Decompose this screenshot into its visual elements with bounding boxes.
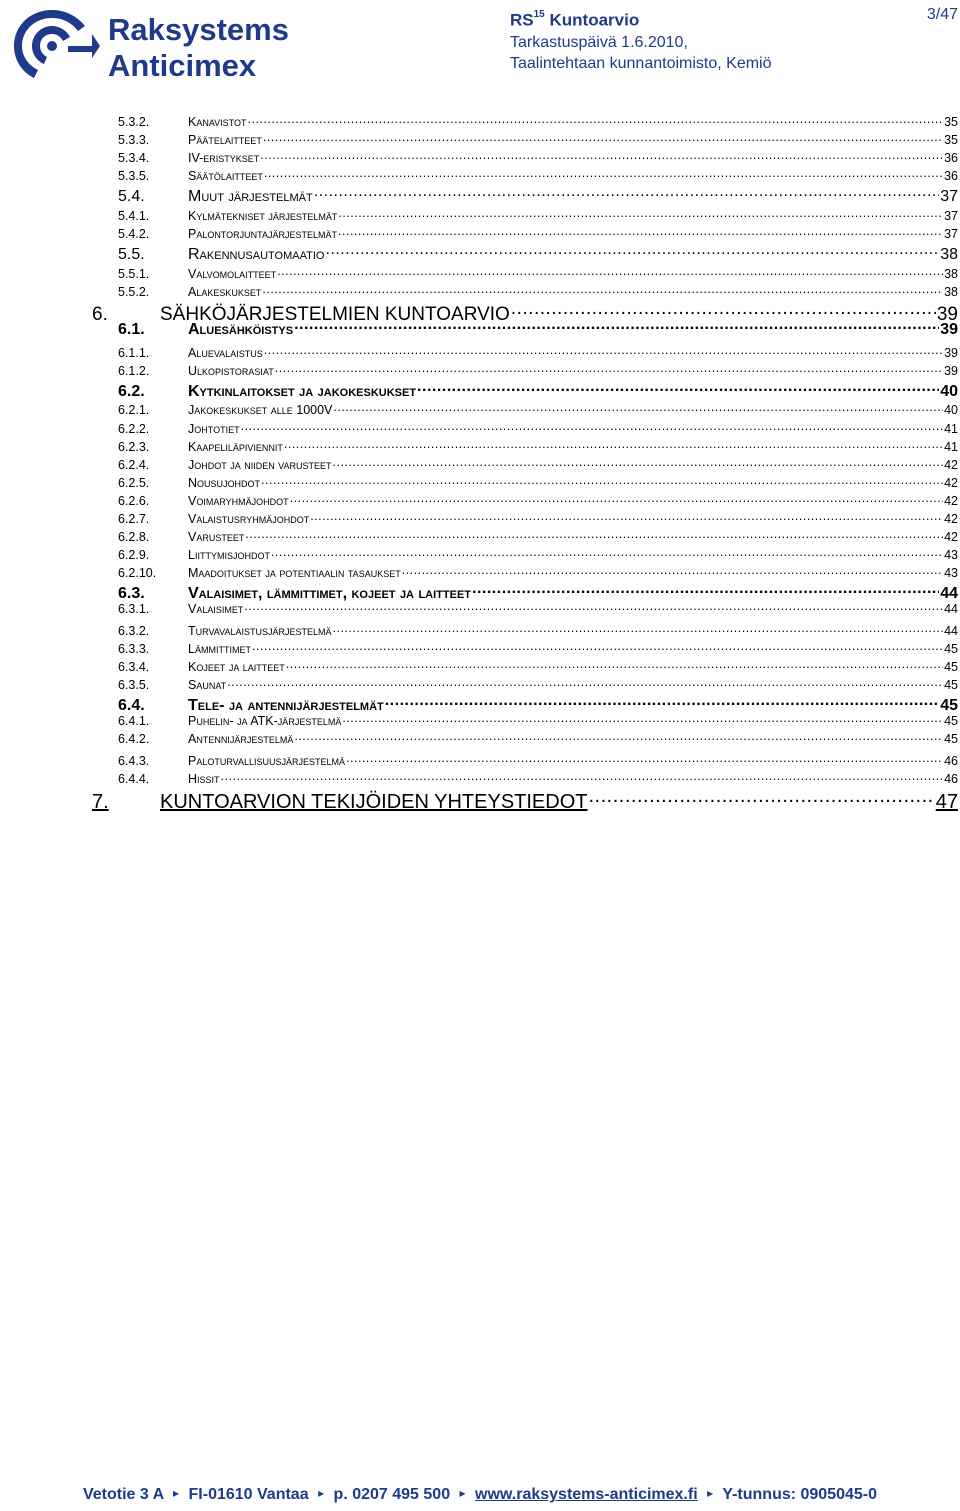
toc-entry-title: Kytkinlaitokset ja jakokeskukset (188, 383, 417, 400)
toc-entry-number: 6.4. (118, 697, 145, 714)
toc-entry[interactable] (118, 564, 958, 580)
toc-entry-title: Valaisimet (188, 601, 244, 616)
toc-entry[interactable] (118, 492, 958, 508)
toc-entry-title: Johdot ja niiden varusteet (188, 457, 332, 472)
toc-entry-page: 44 (940, 585, 958, 602)
toc-entry[interactable] (118, 283, 958, 299)
bullet-icon: ▸ (707, 1486, 714, 1500)
toc-entry-title: Kaapeliläpiviennit (188, 439, 283, 454)
toc-entry-title: Valaisimet, lämmittimet, kojeet ja laitteet (188, 585, 472, 602)
toc-entry-page: 41 (944, 439, 958, 454)
toc-entry-page: 42 (944, 457, 958, 472)
toc-entry-title: IV-eristykset (188, 150, 260, 165)
toc-entry-number: 5.4. (118, 188, 145, 205)
toc-entry-number: 6.2.6. (118, 493, 150, 508)
toc-entry[interactable] (118, 510, 958, 526)
toc-dot-leader (333, 456, 944, 469)
toc-entry-page: 45 (944, 641, 958, 656)
toc-entry-page: 42 (944, 511, 958, 526)
bullet-icon: ▸ (318, 1486, 325, 1500)
toc-dot-leader (402, 564, 943, 577)
toc-entry-number: 6.3.3. (118, 641, 150, 656)
toc-entry-title: Kylmätekniset järjestelmät (188, 208, 338, 223)
toc-entry-number: 6.3.2. (118, 623, 150, 638)
toc-entry-page: 37 (944, 208, 958, 223)
toc-entry-page: 38 (944, 266, 958, 281)
toc-entry-number: 5.3.2. (118, 114, 150, 129)
toc-entry[interactable] (118, 265, 958, 281)
toc-entry-number: 6.2.5. (118, 475, 150, 490)
bullet-icon: ▸ (173, 1486, 180, 1500)
toc-dot-leader (338, 225, 943, 238)
toc-entry[interactable] (118, 380, 958, 401)
document-header (510, 6, 960, 74)
toc-entry-number: 6.2.2. (118, 421, 150, 436)
toc-entry[interactable] (118, 600, 958, 616)
toc-entry-number: 6.2.10. (118, 565, 157, 580)
toc-dot-leader (221, 770, 944, 783)
toc-entry[interactable] (118, 640, 958, 656)
toc-entry-page: 46 (944, 771, 958, 786)
toc-entry-number: 5.3.5. (118, 168, 150, 183)
toc-dot-leader (310, 510, 943, 523)
toc-entry-page: 41 (944, 421, 958, 436)
toc-entry-title: Saunat (188, 677, 227, 692)
toc-entry[interactable] (118, 225, 958, 241)
toc-entry-number: 5.3.3. (118, 132, 150, 147)
toc-entry-page: 45 (940, 697, 958, 714)
toc-entry-title: Säätölaitteet (188, 168, 263, 183)
toc-entry-title: Kojeet ja laitteet (188, 659, 285, 674)
toc-entry[interactable] (118, 318, 958, 339)
logo-line2: Anticimex (108, 48, 257, 82)
footer-business-id: Y-tunnus: 0905045-0 (722, 1486, 878, 1503)
toc-dot-leader (241, 420, 944, 433)
toc-entry-number: 6.2.7. (118, 511, 150, 526)
toc-entry-number: 6.2.3. (118, 439, 150, 454)
toc-entry-number: 6. (92, 304, 108, 325)
toc-dot-leader (252, 640, 943, 653)
toc-entry-title: Liittymisjohdot (188, 547, 270, 562)
toc-dot-leader (290, 492, 943, 505)
toc-dot-leader (286, 658, 943, 671)
toc-entry[interactable] (118, 676, 958, 692)
toc-entry-title: Muut järjestelmät (188, 188, 313, 205)
toc-entry-number: 6.1. (118, 321, 145, 338)
logo-graphic (8, 4, 308, 82)
toc-dot-leader (314, 185, 939, 201)
toc-entry[interactable] (118, 113, 958, 129)
toc-entry[interactable] (118, 546, 958, 562)
toc-dot-leader (385, 694, 939, 710)
toc-entry-number: 5.3.4. (118, 150, 150, 165)
toc-entry[interactable] (118, 420, 958, 436)
toc-dot-leader (338, 207, 943, 220)
toc-dot-leader (417, 380, 939, 396)
toc-dot-leader (333, 622, 944, 635)
toc-dot-leader (284, 438, 943, 451)
toc-entry-page: 37 (940, 188, 958, 205)
toc-entry-title: Päätelaitteet (188, 132, 262, 147)
toc-dot-leader (325, 243, 939, 259)
toc-entry-title: Turvavalaistusjärjestelmä (188, 623, 332, 638)
bullet-icon: ▸ (459, 1486, 466, 1500)
toc-entry-number: 5.5.2. (118, 284, 150, 299)
footer-website-link[interactable]: www.raksystems-anticimex.fi (475, 1486, 698, 1503)
toc-entry-number: 5.5.1. (118, 266, 150, 281)
toc-entry-page: 45 (944, 659, 958, 674)
toc-entry-number: 6.4.2. (118, 731, 150, 746)
toc-entry-title: Valvomolaitteet (188, 266, 277, 281)
toc-dot-leader (346, 752, 943, 765)
toc-dot-leader (275, 362, 943, 375)
toc-dot-leader (262, 283, 943, 296)
toc-dot-leader (294, 730, 943, 743)
toc-entry-page: 42 (944, 475, 958, 490)
toc-entry-number: 6.3.5. (118, 677, 150, 692)
toc-entry-page: 45 (944, 731, 958, 746)
page-number: 3/47 (926, 6, 958, 23)
toc-entry-page: 40 (940, 383, 958, 400)
toc-entry-number: 6.2.8. (118, 529, 150, 544)
report-title: RS$^{15}$ Kuntoarvio (510, 9, 640, 30)
footer-postal: FI-01610 Vantaa (188, 1486, 309, 1503)
toc-entry[interactable] (118, 770, 958, 786)
toc-entry-page: 36 (944, 168, 958, 183)
toc-entry-page: 38 (940, 246, 958, 263)
toc-entry[interactable] (118, 528, 958, 544)
toc-dot-leader (342, 712, 943, 725)
toc-entry-title: Aluesähköistys (188, 321, 294, 338)
toc-entry-page: 37 (944, 226, 958, 241)
toc-entry-number: 6.4.3. (118, 753, 150, 768)
toc-entry-title: Antennijärjestelmä (188, 731, 294, 746)
toc-entry-number: 6.2. (118, 383, 145, 400)
toc-entry[interactable] (118, 474, 958, 490)
toc-entry-title: Maadoitukset ja potentiaalin tasaukset (188, 565, 401, 580)
toc-entry-page: 45 (944, 677, 958, 692)
toc-entry-page: 44 (944, 601, 958, 616)
toc-entry[interactable] (118, 131, 958, 147)
toc-entry-page: 45 (944, 713, 958, 728)
toc-entry-page: 46 (944, 753, 958, 768)
toc-entry-page: 38 (944, 284, 958, 299)
toc-entry-number: 6.3.4. (118, 659, 150, 674)
toc-entry-number: 5.4.2. (118, 226, 150, 241)
toc-entry-page: 42 (944, 493, 958, 508)
toc-entry-page: 39 (944, 345, 958, 360)
toc-entry[interactable] (118, 185, 958, 206)
toc-dot-leader (271, 546, 943, 559)
toc-entry-page: 44 (944, 623, 958, 638)
toc-entry-number: 6.4.4. (118, 771, 150, 786)
toc-entry-number: 5.4.1. (118, 208, 150, 223)
toc-entry-title: Kanavistot (188, 114, 247, 129)
toc-entry-number: 6.1.1. (118, 345, 150, 360)
toc-entry-title: Lämmittimet (188, 641, 251, 656)
toc-entry[interactable] (92, 788, 958, 814)
toc-entry-page: 39 (936, 304, 958, 325)
company-logo (8, 4, 308, 82)
toc-entry-title: Alakeskukset (188, 284, 262, 299)
toc-entry[interactable] (118, 438, 958, 454)
toc-entry[interactable] (118, 401, 958, 417)
toc-entry-number: 6.2.9. (118, 547, 150, 562)
footer-address: Vetotie 3 A (82, 1486, 164, 1503)
toc-dot-leader (277, 265, 943, 278)
toc-entry-page: 39 (944, 363, 958, 378)
toc-entry-number: 5.5. (118, 246, 145, 263)
toc-entry-title: Ulkopistorasiat (188, 363, 274, 378)
toc-entry-page: 43 (944, 565, 958, 580)
toc-entry-title: Varusteet (188, 529, 245, 544)
toc-entry-title: Johtotiet (188, 421, 240, 436)
toc-dot-leader (264, 167, 943, 180)
toc-entry-title: Nousujohdot (188, 475, 261, 490)
toc-dot-leader (260, 149, 943, 162)
inspection-location: Taalintehtaan kunnantoimisto, Kemiö (510, 54, 772, 72)
toc-dot-leader (263, 131, 943, 144)
toc-entry-title: Paloturvallisuusjärjestelmä (188, 753, 346, 768)
toc-entry-number: 6.3.1. (118, 601, 150, 616)
toc-entry-number: 6.2.4. (118, 457, 150, 472)
toc-entry-number: 6.2.1. (118, 402, 150, 417)
toc-entry-title: Palontorjuntajärjestelmät (188, 226, 338, 241)
toc-entry[interactable] (118, 167, 958, 183)
toc-dot-leader (589, 788, 935, 808)
logo-line1: Raksystems (108, 12, 289, 47)
toc-entry-title: Hissit (188, 771, 220, 786)
toc-dot-leader (264, 344, 943, 357)
toc-entry[interactable] (118, 730, 958, 746)
toc-entry-title: Jakokeskukset alle 1000V (188, 402, 333, 417)
toc-entry-page: 39 (940, 321, 958, 338)
toc-entry[interactable] (118, 344, 958, 360)
toc-entry-title: Voimaryhmäjohdot (188, 493, 289, 508)
toc-dot-leader (244, 600, 943, 613)
toc-dot-leader (294, 318, 939, 334)
toc-entry[interactable] (118, 658, 958, 674)
toc-entry-number: 6.3. (118, 585, 145, 602)
footer-phone: p. 0207 495 500 (333, 1486, 451, 1503)
toc-entry-page: 40 (944, 402, 958, 417)
toc-entry-number: 6.1.2. (118, 363, 150, 378)
toc-dot-leader (227, 676, 943, 689)
toc-entry-title: Rakennusautomaatio (188, 246, 325, 263)
toc-dot-leader (261, 474, 943, 487)
toc-entry[interactable] (118, 149, 958, 165)
toc-entry-number: 7. (92, 791, 109, 813)
toc-entry-title: SÄHKÖJÄRJESTELMIEN KUNTOARVIO (160, 304, 510, 325)
inspection-date: Tarkastuspäivä 1.6.2010, (510, 33, 688, 51)
toc-entry-number: 6.4.1. (118, 713, 150, 728)
toc-entry-page: 35 (944, 132, 958, 147)
toc-dot-leader (472, 582, 939, 598)
toc-entry-title: Tele- ja antennijärjestelmät (188, 697, 384, 714)
toc-entry-title: KUNTOARVION TEKIJÖIDEN YHTEYSTIEDOT (160, 791, 588, 813)
toc-entry-title: Valaistusryhmäjohdot (188, 511, 310, 526)
toc-entry-page: 47 (935, 791, 958, 813)
page-footer (0, 1486, 960, 1504)
toc-entry[interactable] (118, 243, 958, 264)
toc-entry[interactable] (118, 622, 958, 638)
toc-entry[interactable] (118, 207, 958, 223)
toc-dot-leader (245, 528, 943, 541)
toc-entry-page: 42 (944, 529, 958, 544)
toc-entry-page: 43 (944, 547, 958, 562)
toc-entry-title: Aluevalaistus (188, 345, 263, 360)
toc-entry[interactable] (118, 456, 958, 472)
toc-entry-page: 35 (944, 114, 958, 129)
toc-dot-leader (333, 401, 943, 414)
toc-dot-leader (248, 113, 944, 126)
toc-entry[interactable] (118, 712, 958, 728)
toc-entry-title: Puhelin- ja ATK-järjestelmä (188, 713, 342, 728)
toc-entry[interactable] (118, 752, 958, 768)
toc-entry[interactable] (118, 362, 958, 378)
toc-entry-page: 36 (944, 150, 958, 165)
